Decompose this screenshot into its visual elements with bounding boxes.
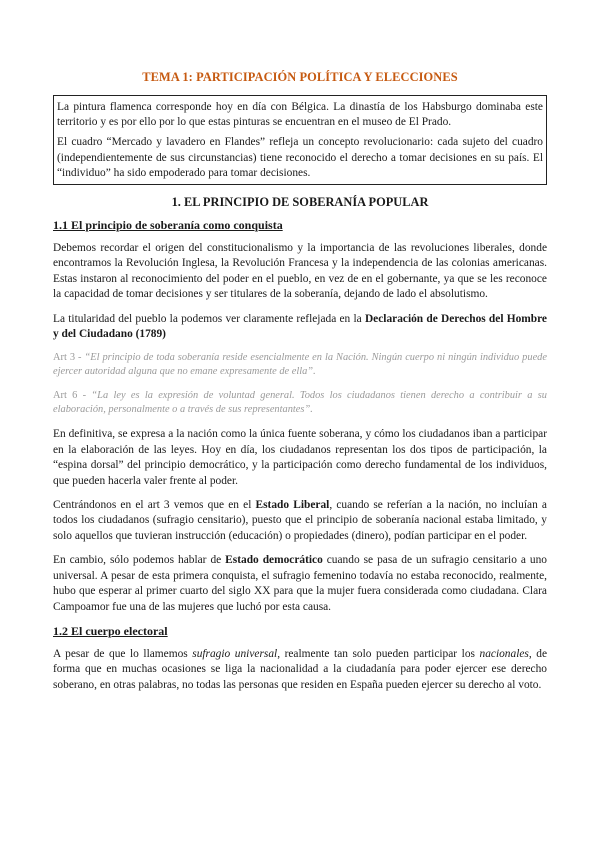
text-run: , realmente tan solo pueden participar los — [277, 647, 480, 660]
subsection-1-1-title: 1.1 El principio de soberanía como conquista — [53, 218, 283, 233]
quote-text: “La ley es la expresión de voluntad general. Todos los ciudadanos tienen derecho a contribuir a su elaboración, personalmente o a través de sus representantes”. — [53, 390, 547, 416]
sufragio-universal-term: sufragio universal — [192, 647, 278, 660]
nacionales-term: nacionales — [479, 647, 529, 660]
text-run: cuando se pasa de un sufragio censitario a uno universal. A pesar de esta primera conquista, el sufragio femenino todavía no estaba reconocido, realmente, hubo que esperar al primer cuarto del siglo XX para que la mujer fuera considerada como ciudadana. Clara Campoamor fue una de las mujeres que luchó por esta causa. — [53, 554, 547, 613]
text-run: En cambio, sólo podemos hablar de — [53, 554, 226, 567]
paragraph-estado-democratico — [53, 553, 547, 615]
text-run: , de forma que en muchas ocasiones se liga la nacionalidad a la ciudadanía para poder ejercer ese derecho soberano, en otras palabras, no todas las personas que residen en España pueden ejercer su derecho al voto. — [53, 647, 548, 691]
estado-liberal-term: Estado Liberal — [255, 499, 330, 512]
paragraph-constitucionalismo: Debemos recordar el origen del constitucionalismo y la importancia de las revoluciones liberales, donde encontramos la Revolución Inglesa, la Revolución Francesa y la independencia de las colonias americanas. Estas instaron al reconocimiento del poder en el pueblo, en vez de en el gobernante, ya que se les reconoce la capacidad de tomar decisiones y ser titulares de la soberanía, dejando de lado el absolutismo. — [53, 242, 547, 301]
section-1-title: 1. EL PRINCIPIO DE SOBERANÍA POPULAR — [171, 195, 429, 210]
intro-paragraph-1: La pintura flamenca corresponde hoy en día con Bélgica. La dinastía de los Habsburgo dominaba este territorio y es por ello por lo que estas pinturas se encuentran en el museo de El Prado. — [57, 101, 543, 129]
paragraph-titularidad — [53, 312, 547, 343]
text-run: Centrándonos en el art 3 vemos que en el — [53, 499, 256, 512]
quote-art-label: Art 6 - — [53, 390, 92, 402]
quote-art-label: Art 3 - — [53, 352, 85, 364]
quote-text: “El principio de toda soberanía reside esencialmente en la Nación. Ningún cuerpo ni ningún individuo puede ejercer autoridad alguna que no emane expresamente de ella”. — [53, 352, 547, 378]
paragraph-estado-liberal — [53, 498, 547, 544]
intro-paragraph-2: El cuadro “Mercado y lavadero en Flandes” refleja un concepto revolucionario: cada sujeto del cuadro (independientemente de sus circunstancias) tiene reconocido el derecho a tomar decisiones en su país. El “individuo” ha sido empoderado para tomar decisiones. — [57, 136, 543, 179]
declaracion-reference: Declaración de Derechos del Hombre y del Ciudadano (1789) — [53, 312, 547, 341]
text-run: , cuando se referían a la nación, no incluían a todos los ciudadanos (sufragio censitario), puesto que el principio de soberanía nacional estaba limitado, y solo aquellos que tuvieran instrucción (educación) o propiedades (dinero), podían participar en el poder. — [53, 499, 547, 542]
page-title: TEMA 1: PARTICIPACIÓN POLÍTICA Y ELECCIONES — [142, 70, 458, 84]
document-page — [53, 70, 547, 702]
subsection-1-2-title: 1.2 El cuerpo electoral — [53, 623, 168, 638]
text-run: La titularidad del pueblo la podemos ver claramente reflejada en la — [53, 312, 365, 325]
paragraph-definitiva: En definitiva, se expresa a la nación como la única fuente soberana, y cómo los ciudadanos iban a participar en la elaboración de las leyes. Hoy en día, los ciudadanos representan los dos tipos de participación, la “espina dorsal” del principio democrático, y la participación como derecho fundamental de los individuos, que pueden hacerla valer frente al poder. — [53, 428, 547, 487]
quote-art-6 — [53, 389, 547, 417]
intro-box — [53, 95, 547, 185]
paragraph-cuerpo-electoral — [53, 647, 547, 693]
text-run: A pesar de que lo llamemos — [53, 647, 193, 660]
quote-art-3 — [53, 351, 547, 379]
estado-democratico-term: Estado democrático — [225, 554, 323, 567]
